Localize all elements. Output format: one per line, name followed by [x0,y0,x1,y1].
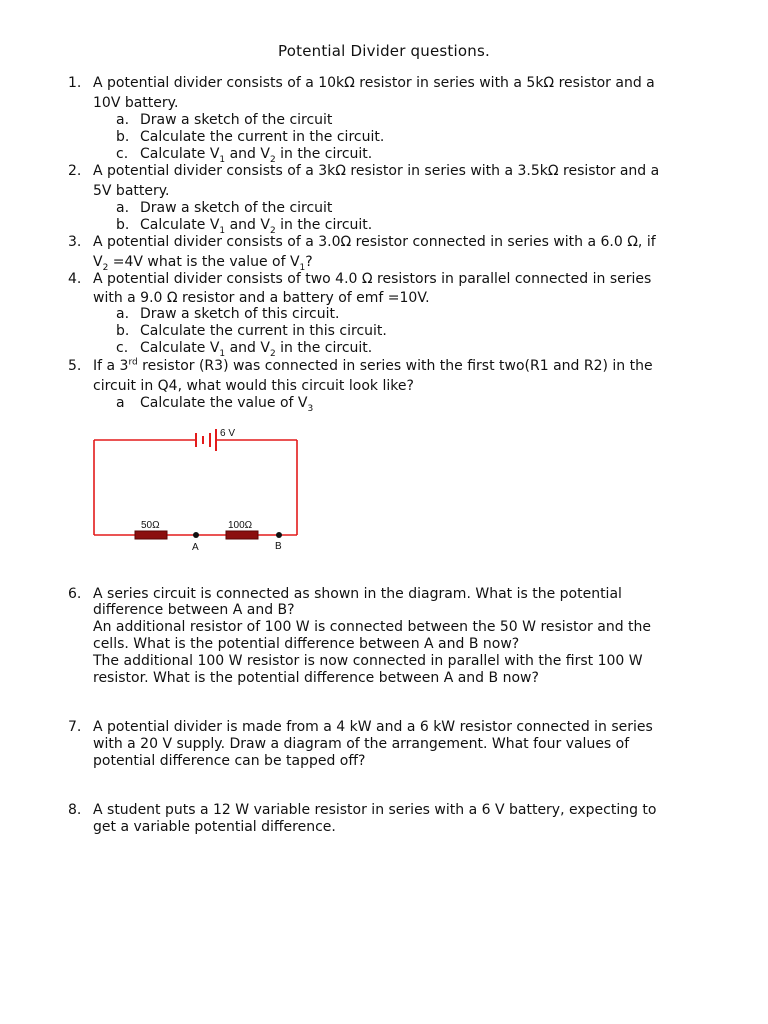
question-text: A potential divider is made from a 4 kW and a 6 kW resistor connected in series [93,719,653,735]
question-text: circuit in Q4, what would this circuit look like? [93,378,414,394]
page-title: Potential Divider questions. [278,42,490,60]
sub-question-label: b. [116,323,130,339]
sub-question-label: a. [116,112,130,128]
question-number: 1. [68,75,82,91]
question-text: difference between A and B? [93,602,295,618]
node-b [276,532,282,538]
sub-question-text: Draw a sketch of the circuit [140,200,333,216]
point-b-label: B [275,541,282,552]
point-a-label: A [192,542,199,553]
question-text: If a 3rd resistor (R3) was connected in series with the first two(R1 and R2) in the [93,357,653,374]
question-text: A series circuit is connected as shown in the diagram. What is the potential [93,586,622,602]
sub-question-text: Calculate $V_1$ and $V_2$ in the circuit. [140,217,373,236]
question-text: An additional resistor of 100 W is connected between the 50 W resistor and the [93,619,652,635]
sub-question-label: b. [116,217,130,233]
sub-question-text: Calculate the current in the circuit. [140,129,385,145]
question-text: A potential divider consists of a 10kΩ resistor in series with a 5kΩ resistor and a [93,75,655,91]
sub-question-text: Calculate $V_1$ and $V_2$ in the circuit. [140,146,373,165]
sub-question-label: a. [116,200,130,216]
question-text: get a variable potential difference. [93,819,336,835]
question-text: A potential divider consists of a 3kΩ resistor in series with a 3.5kΩ resistor and a [93,163,660,179]
battery-label: 6 V [220,428,236,439]
question-text: The additional 100 W resistor is now connected in parallel with the first 100 W [93,653,643,669]
sub-question-label: b. [116,129,130,145]
sub-question-text: Draw a sketch of this circuit. [140,306,340,322]
resistor-50-label: 50Ω [141,520,160,531]
resistor-100-label: 100Ω [228,520,253,531]
question-text: with a 9.0 Ω resistor and a battery of emf =10V. [93,290,430,306]
sub-question-text: Calculate the value of $V_3$ [140,395,314,414]
question-text: cells. What is the potential difference between A and B now? [93,636,520,652]
question-text: A potential divider consists of a 3.0Ω resistor connected in series with a 6.0 Ω, if [93,234,656,250]
node-a [193,532,199,538]
question-number: 3. [68,234,82,250]
sub-question-label: a [116,395,125,411]
question-number: 5. [68,358,82,374]
resistor-100-ohm [226,531,258,539]
question-text: A student puts a 12 W variable resistor in series with a 6 V battery, expecting to [93,802,657,818]
question-text: 5V battery. [93,183,170,199]
sub-question-text: Calculate the current in this circuit. [140,323,387,339]
question-number: 7. [68,719,82,735]
question-text: resistor. What is the potential difference between A and B now? [93,670,539,686]
question-text: A potential divider consists of two 4.0 Ω resistors in parallel connected in series [93,271,652,287]
question-text: with a 20 V supply. Draw a diagram of the arrangement. What four values of [93,736,630,752]
question-number: 8. [68,802,82,818]
resistor-50-ohm [135,531,167,539]
sub-question-label: a. [116,306,130,322]
question-number: 4. [68,271,82,287]
battery-symbol [196,429,216,451]
question-number: 2. [68,163,82,179]
question-text: 10V battery. [93,95,179,111]
sub-question-text: Draw a sketch of the circuit [140,112,333,128]
question-text: $V_2 =4V$ what is the value of $V_1$? [93,254,313,273]
sub-question-label: c. [116,146,129,162]
sub-question-label: c. [116,340,129,356]
question-number: 6. [68,586,82,602]
question-text: potential difference can be tapped off? [93,753,366,769]
sub-question-text: Calculate $V_1$ and $V_2$ in the circuit. [140,340,373,359]
